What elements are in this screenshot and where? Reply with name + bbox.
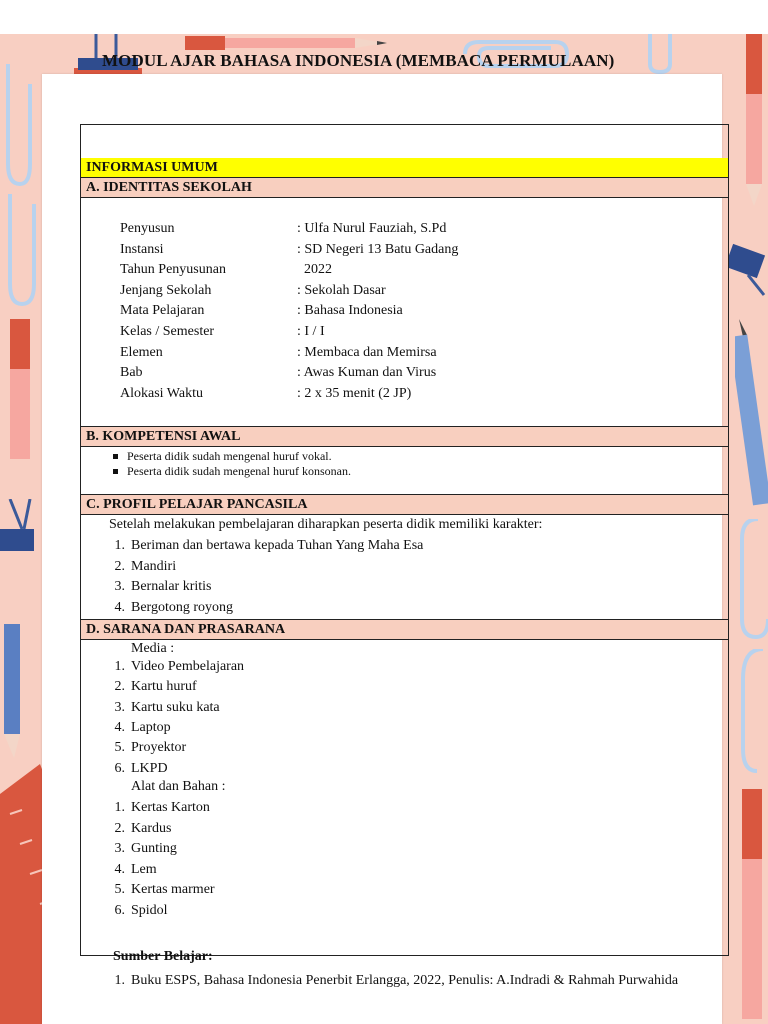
profil-intro: Setelah melakukan pembelajaran diharapkan peserta didik memiliki karakter: bbox=[109, 517, 543, 532]
pencil-icon bbox=[0, 624, 30, 764]
section-header-profil: C. PROFIL PELAJAR PANCASILA bbox=[81, 494, 728, 515]
list-number: 6. bbox=[114, 903, 125, 918]
list-number: 2. bbox=[114, 820, 125, 836]
list-text: Beriman dan bertawa kepada Tuhan Yang Maha Esa bbox=[131, 538, 424, 553]
list-number: 5. bbox=[114, 740, 125, 756]
list-number: 1. bbox=[114, 538, 125, 553]
sumber-label: Sumber Belajar: bbox=[113, 949, 213, 964]
list-number: 5. bbox=[114, 882, 125, 898]
identitas-value: : Awas Kuman dan Virus bbox=[297, 365, 437, 381]
alat-label: Alat dan Bahan : bbox=[131, 779, 226, 794]
identitas-value: 2022 bbox=[297, 262, 332, 278]
list-text: Kartu suku kata bbox=[131, 699, 220, 715]
list-number: 4. bbox=[114, 600, 125, 616]
identitas-value: : Bahasa Indonesia bbox=[297, 303, 403, 319]
paperclip-icon bbox=[738, 519, 768, 649]
list-number: 3. bbox=[114, 579, 125, 595]
identitas-label: Penyusun bbox=[120, 221, 175, 236]
list-text: Mandiri bbox=[131, 558, 177, 574]
pencil-icon bbox=[738, 34, 768, 214]
identitas-value: : Ulfa Nurul Fauziah, S.Pd bbox=[297, 221, 447, 236]
section-header-sarana: D. SARANA DAN PRASARANA bbox=[81, 619, 728, 640]
list-number: 1. bbox=[114, 659, 125, 674]
paperclip-icon bbox=[0, 64, 36, 194]
identitas-value: : Sekolah Dasar bbox=[297, 282, 386, 298]
kompetensi-item: Peserta didik sudah mengenal huruf vokal. bbox=[127, 449, 332, 463]
section-header-informasi-umum: INFORMASI UMUM bbox=[81, 158, 728, 178]
identitas-label: Elemen bbox=[120, 344, 163, 360]
info-table bbox=[80, 124, 729, 988]
identitas-value: : SD Negeri 13 Batu Gadang bbox=[297, 241, 459, 257]
list-text: Kartu huruf bbox=[131, 679, 197, 695]
list-number: 1. bbox=[114, 973, 125, 988]
list-text: Kertas marmer bbox=[131, 882, 215, 898]
list-number: 3. bbox=[114, 841, 125, 857]
section-header-identitas: A. IDENTITAS SEKOLAH bbox=[81, 177, 728, 198]
kompetensi-item: Peserta didik sudah mengenal huruf konsonan. bbox=[127, 464, 351, 478]
list-text: Video Pembelajaran bbox=[131, 659, 245, 674]
list-text: Bergotong royong bbox=[131, 600, 234, 616]
identitas-value: : I / I bbox=[297, 324, 325, 339]
identitas-label: Jenjang Sekolah bbox=[120, 282, 212, 298]
binder-clip-icon bbox=[728, 239, 768, 299]
pencil-icon bbox=[0, 319, 40, 479]
binder-clip-icon bbox=[0, 499, 40, 559]
identitas-label: Instansi bbox=[120, 241, 164, 257]
identitas-value: : 2 x 35 menit (2 JP) bbox=[297, 385, 412, 401]
list-number: 4. bbox=[114, 719, 125, 735]
pencil-icon bbox=[735, 319, 768, 529]
list-number: 2. bbox=[114, 558, 125, 574]
identitas-value: : Membaca dan Memirsa bbox=[297, 344, 437, 360]
list-number: 3. bbox=[114, 699, 125, 715]
paperclip-icon bbox=[735, 649, 768, 779]
identitas-label: Bab bbox=[120, 365, 143, 381]
list-text: Laptop bbox=[131, 719, 171, 735]
list-text: Spidol bbox=[131, 903, 168, 918]
list-text: Buku ESPS, Bahasa Indonesia Penerbit Erlangga, 2022, Penulis: A.Indradi & Rahmah Purwahida bbox=[131, 973, 679, 988]
identitas-label: Tahun Penyusunan bbox=[120, 262, 226, 278]
list-text: Kardus bbox=[131, 820, 172, 836]
list-text: Lem bbox=[131, 861, 157, 877]
section-header-kompetensi: B. KOMPETENSI AWAL bbox=[81, 426, 728, 447]
identitas-label: Alokasi Waktu bbox=[120, 385, 203, 401]
page-title: MODUL AJAR BAHASA INDONESIA (MEMBACA PERMULAAN) bbox=[102, 51, 615, 70]
list-text: Proyektor bbox=[131, 740, 187, 756]
list-text: Gunting bbox=[131, 841, 177, 857]
paperclip-icon bbox=[0, 194, 40, 314]
identitas-label: Mata Pelajaran bbox=[120, 303, 205, 319]
list-number: 4. bbox=[114, 861, 125, 877]
list-number: 1. bbox=[114, 800, 125, 815]
media-label: Media : bbox=[131, 641, 175, 656]
pencil-icon bbox=[738, 789, 768, 1019]
list-number: 6. bbox=[114, 760, 125, 776]
list-number: 2. bbox=[114, 679, 125, 695]
list-text: Kertas Karton bbox=[131, 800, 210, 815]
identitas-label: Kelas / Semester bbox=[120, 324, 215, 339]
list-text: LKPD bbox=[131, 760, 168, 776]
list-text: Bernalar kritis bbox=[131, 579, 212, 595]
